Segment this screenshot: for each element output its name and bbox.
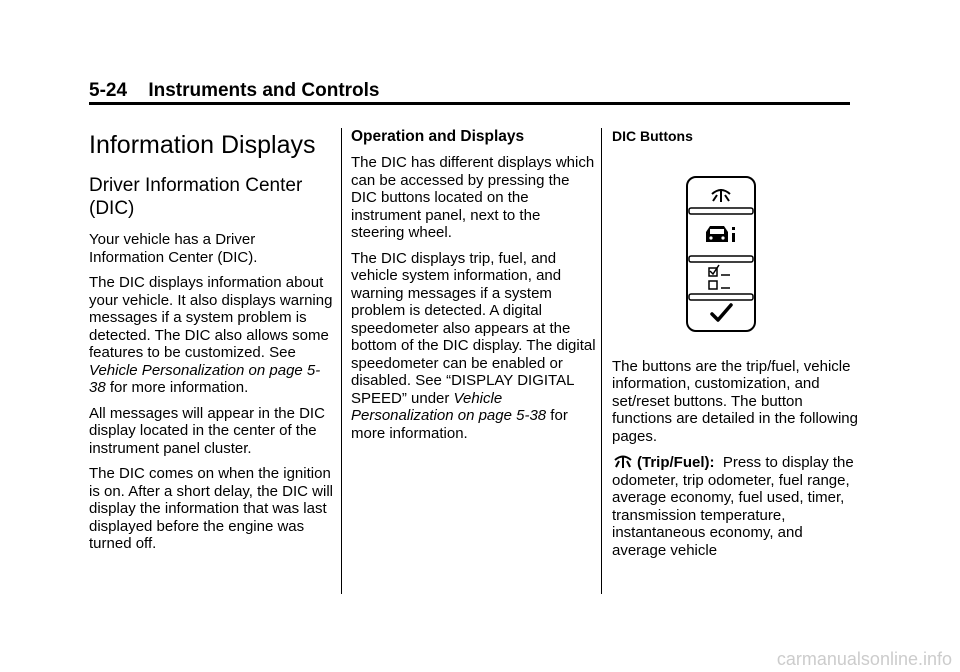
buttons-caption: The buttons are the trip/fuel, vehicle information, customization, and set/reset buttons. The button functions are detailed in the following pages. [612,357,858,445]
dic-buttons-figure [686,176,756,332]
dic-buttons-illustration [686,176,756,332]
page-title: Information Displays [89,131,316,159]
operation-paragraph-2-end: for more information. [351,407,568,442]
vehicle-personalization-link[interactable]: Vehicle Personalization on page 5-38 [89,361,321,396]
trip-fuel-description [612,453,860,559]
header-rule [89,102,850,105]
section-subtitle: Driver Information Center (DIC) [89,175,303,219]
paragraph-2-end: for more information. [105,379,249,396]
trip-fuel-inline-icon [612,453,634,469]
column-3 [612,128,860,567]
paragraph-1: Your vehicle has a Driver Information Center (DIC). [89,231,258,266]
page-header [89,80,380,102]
column-divider-2 [601,128,602,594]
column-1 [89,122,334,561]
page-number: 5-24 [89,80,128,101]
operation-paragraph-1: The DIC has different displays which can be accessed by pressing the DIC buttons located on the instrument panel, next to the steering wheel. [351,154,595,241]
vehicle-personalization-link-2[interactable]: Vehicle Personalization on page 5-38 [351,389,547,424]
operation-heading: Operation and Displays [351,128,525,145]
operation-paragraph-2-text: The DIC displays trip, fuel, and vehicle system information, and warning messages if a system problem is detected. A digital speedometer also appears at the bottom of the DIC display. The digital speedometer can be enabled or disabled. See “DISPLAY DIGITAL SPEED” under [351,249,596,407]
trip-fuel-label: (Trip/Fuel): [637,454,715,471]
paragraph-3: All messages will appear in the DIC display located in the center of the instrument panel cluster. [89,404,325,457]
paragraph-2-text: The DIC displays information about your vehicle. It also displays warning messages if a system problem is detected. The DIC also allows some features to be customized. See [89,274,333,361]
operation-paragraph-2 [351,250,596,443]
column-2 [351,128,596,450]
watermark: carmanualsonline.info [776,649,952,669]
column-divider-1 [341,128,342,594]
paragraph-2 [89,274,334,397]
trip-fuel-text: Press to display the odometer, trip odometer, fuel range, average economy, fuel used, timer, transmission temperature, instantaneous economy, and average vehicle [612,454,854,559]
section-title: Instruments and Controls [148,80,380,101]
paragraph-4: The DIC comes on when the ignition is on. After a short delay, the DIC will display the information that was last displayed before the engine was turned off. [89,465,333,552]
dic-buttons-heading: DIC Buttons [612,128,693,144]
